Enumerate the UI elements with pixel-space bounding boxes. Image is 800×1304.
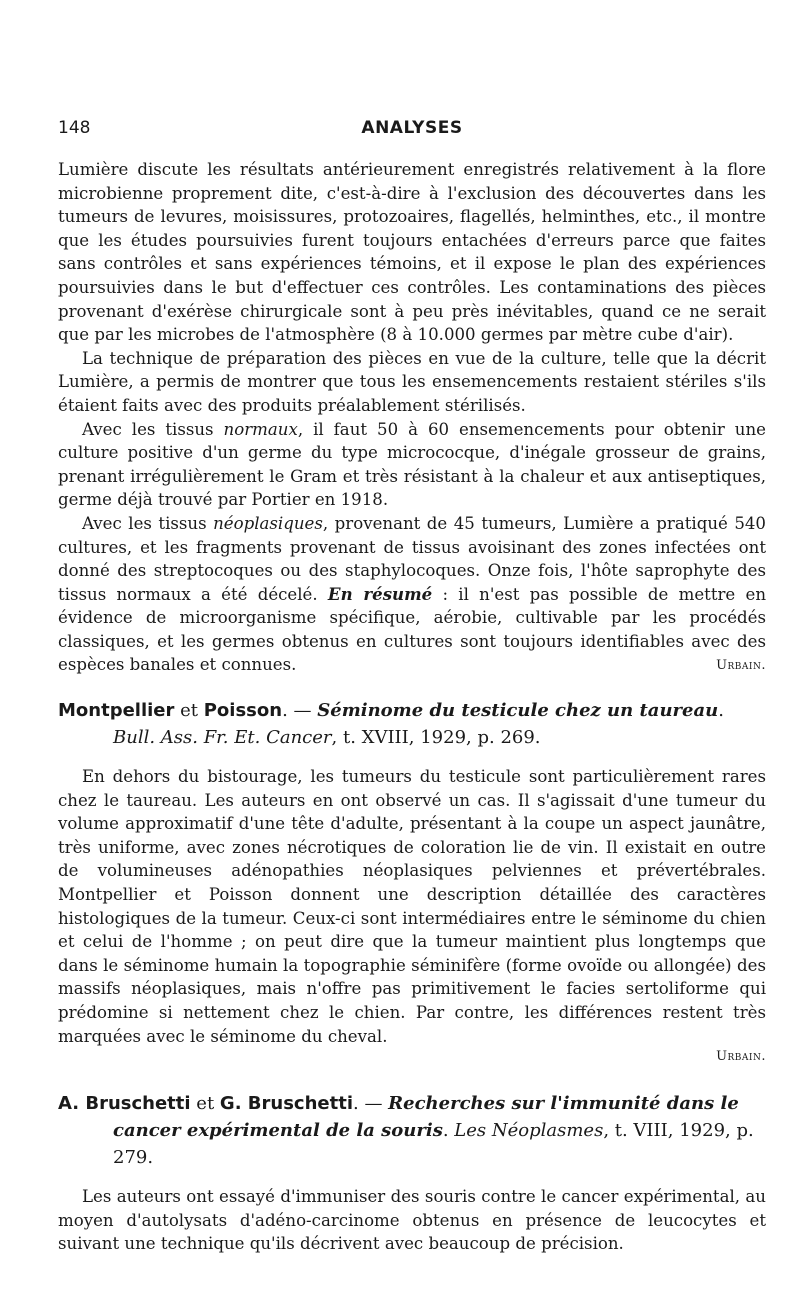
running-header: [58, 118, 766, 144]
author-name: G. Bruschetti: [219, 1093, 353, 1115]
paragraph-text: Avec les tissus: [82, 513, 214, 533]
article-heading: [58, 1090, 766, 1171]
page-number: 148: [58, 118, 91, 138]
abstract-bruschetti: [58, 1090, 766, 1256]
emphasis-text: néoplasiques: [213, 513, 323, 533]
title-period: .: [718, 700, 724, 722]
paragraph-text: Avec les tissus: [82, 419, 224, 439]
emphasis-text: En résumé: [327, 583, 433, 604]
paragraph: [58, 347, 766, 418]
heading-dash: . —: [282, 700, 318, 722]
reviewer-signature: Urbain.: [716, 1049, 766, 1065]
paragraph-text: En dehors du bistourage, les tumeurs du testicule sont particulièrement rares chez le taureau. Les auteurs en ont observé un cas. Il s'agissait d'une tumeur du volume approximatif d'une tête d'adulte, présentant à la coupe un aspect jaunâtre, très uniforme, avec zones nécrotiques de coloration lie de vin. Il existait en outre de volumineuses adénopathies néoplasiques pelviennes et prévertébrales. Montpellier et Poisson donnent une description détaillée des caractères histologiques de la tumeur. Ceux-ci sont intermédiaires entre le séminome du chien et celui de l'homme ; on peut dire que la tumeur maintient plus longtemps que dans le séminome humain la topographie séminifère (forme ovoïde ou allongée) des massifs néoplasiques, mais n'offre pas primitivement le facies sertoliforme qui prédomine si nettement chez le chien. Par contre, les différences restent très marquées avec le séminome du cheval.: [58, 767, 766, 1046]
paragraph: [58, 512, 766, 677]
paragraph-text: : il n'est pas possible de mettre en évidence de microorganisme spécifique, aérobie, cultivable par les procédés classiques, et les germes obtenus en cultures sont toujours identifiables avec des espèces banales et connues.: [58, 584, 767, 675]
heading-dash: . —: [353, 1093, 389, 1115]
paragraph: [58, 1185, 766, 1256]
running-title: ANALYSES: [361, 118, 463, 138]
journal-name: Bull. Ass. Fr. Et. Cancer: [113, 727, 332, 749]
emphasis-text: normaux: [223, 419, 298, 439]
author-name: A. Bruschetti: [58, 1093, 191, 1115]
article-title: Séminome du testicule chez un taureau: [317, 700, 719, 722]
paragraph-text: , il faut 50 à 60 ensemencements pour obtenir une culture positive d'un germe du type micrococque, d'inégale grosseur de grains, prenant irrégulièrement le Gram et très résistant à la chaleur et aux antiseptiques, germe déjà trouvé par Portier en 1918.: [58, 419, 766, 510]
title-period: .: [442, 1120, 455, 1142]
reviewer-signature: Urbain.: [716, 658, 766, 674]
article-title: Recherches sur l'immunité dans le cancer expérimental de la souris: [113, 1093, 739, 1142]
author-join: et: [174, 700, 204, 722]
paragraph: [58, 158, 766, 347]
document-page: [58, 118, 766, 1256]
author-name: Montpellier: [58, 700, 175, 722]
journal-reference: , t. VIII, 1929, p. 279.: [113, 1120, 754, 1169]
author-name: Poisson: [203, 700, 283, 722]
paragraph: [58, 418, 766, 512]
paragraph: [58, 765, 766, 1048]
abstract-lumiere: [58, 158, 766, 675]
journal-reference: , t. XVIII, 1929, p. 269.: [331, 727, 541, 749]
paragraph-text: , provenant de 45 tumeurs, Lumière a pratiqué 540 cultures, et les fragments provenant de tissus avoisinant des zones infectées ont donné des streptocoques ou des staphylocoques. Onze fois, l'hôte saprophyte des tissus normaux a été décelé.: [58, 513, 766, 604]
paragraph-text: La technique de préparation des pièces en vue de la culture, telle que la décrit Lumière, a permis de montrer que tous les ensemencements restaient stériles s'ils étaient faits avec des produits préalablement stérilisés.: [58, 348, 766, 415]
abstract-montpellier-poisson: [58, 697, 766, 1066]
paragraph-text: Lumière discute les résultats antérieurement enregistrés relativement à la flore microbienne proprement dite, c'est-à-dire à l'exclusion des découvertes dans les tumeurs de levures, moisissures, protozoaires, flagellés, helminthes, etc., il montre que les études poursuivies furent toujours entachées d'erreurs parce que faites sans contrôles et sans expériences témoins, et il expose le plan des expériences poursuivies dans le but d'effectuer ces contrôles. Les contaminations des pièces provenant d'exérèse chirurgicale sont à peu près inévitables, quand ce ne serait que par les microbes de l'atmosphère (8 à 10.000 germes par mètre cube d'air).: [58, 160, 766, 345]
journal-name: Les Néoplasmes: [454, 1120, 604, 1142]
paragraph-text: Les auteurs ont essayé d'immuniser des souris contre le cancer expérimental, au moyen d'autolysats d'adéno-carcinome obtenus en présence de leucocytes et suivant une technique qu'ils décrivent avec beaucoup de précision.: [58, 1187, 766, 1254]
article-heading: [58, 697, 766, 751]
author-join: et: [190, 1093, 220, 1115]
